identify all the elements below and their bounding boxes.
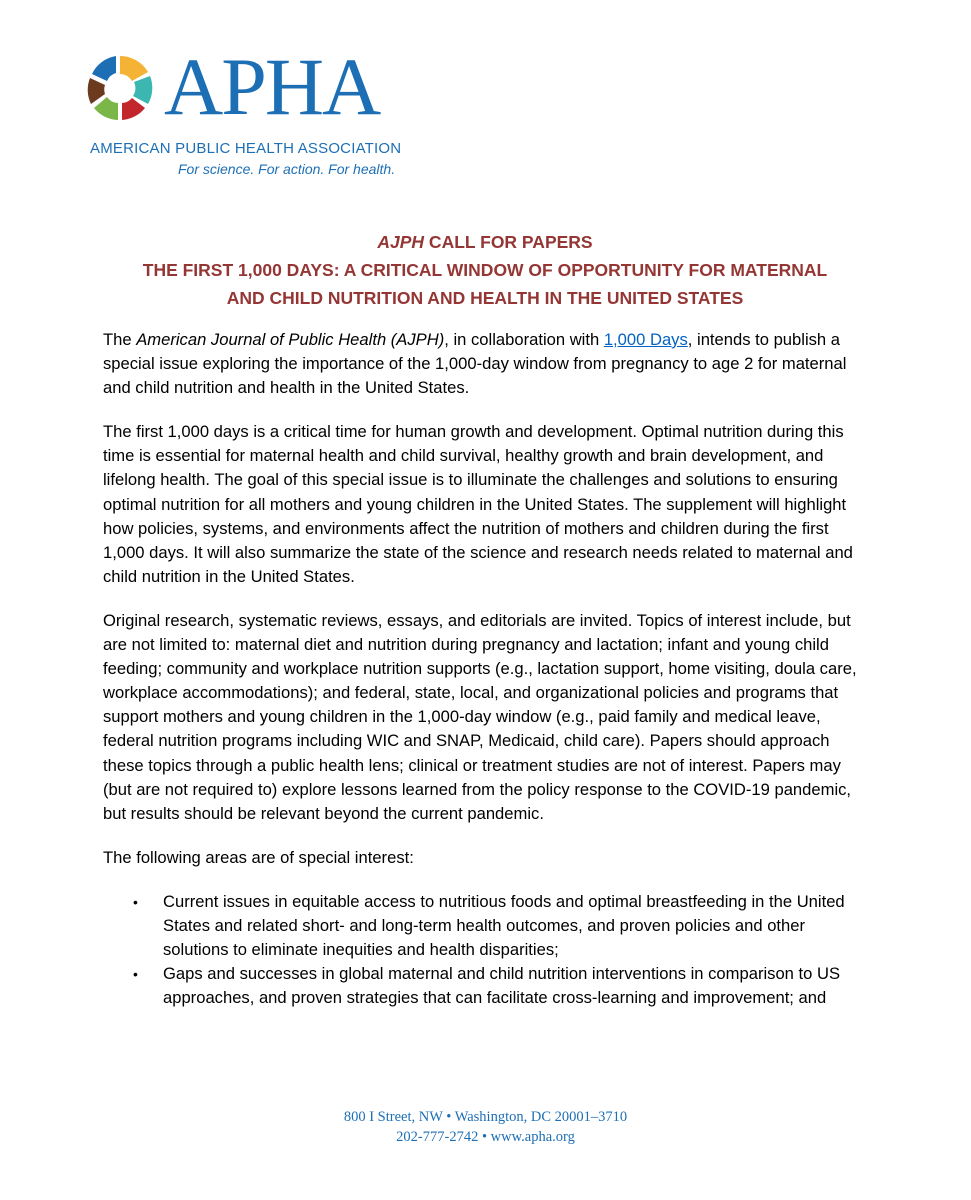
- title-line-3: AND CHILD NUTRITION AND HEALTH IN THE UNITED STATES: [226, 288, 744, 308]
- title-call-for-papers: CALL FOR PAPERS: [424, 232, 593, 252]
- title-line-2: THE FIRST 1,000 DAYS: A CRITICAL WINDOW OF OPPORTUNITY FOR MATERNAL: [142, 260, 828, 280]
- intro-post: , intends to publish a special issue exploring the importance of the 1,000-day window from pregnancy to age 2 for maternal and child nutrition and health in the United States.: [103, 330, 847, 398]
- footer-address: 800 I Street, NW • Washington, DC 20001–3710: [343, 1109, 628, 1125]
- title-journal-abbrev: AJPH: [377, 232, 425, 252]
- apha-logo: [84, 41, 404, 182]
- logo-segment-red: [122, 98, 145, 120]
- list-item-text: Current issues in equitable access to nutritious foods and optimal breastfeeding in the United States and related short- and long-term health outcomes, and proven policies and other solutions to eliminate inequities and health disparities;: [163, 891, 845, 960]
- special-interest-list: [103, 890, 873, 1010]
- background-paragraph: The first 1,000 days is a critical time for human growth and development. Optimal nutrition during this time is essential for maternal health and child survival, healthy growth and brain development, and lifelong health. The goal of this special issue is to illuminate the challenges and solutions to ensuring optimal nutrition for all mothers and young children in the United States. The supplement will highlight how policies, systems, and environments affect the nutrition of mothers and children during the first 1,000 days. It will also summarize the state of the science and research needs related to maternal and child nutrition in the United States.: [103, 422, 853, 586]
- bullet-icon: •: [133, 966, 138, 983]
- bullet-icon: •: [133, 893, 138, 910]
- special-interest-heading: The following areas are of special interest:: [103, 847, 414, 867]
- intro-paragraph: [103, 328, 873, 400]
- list-item: [103, 890, 873, 962]
- title-line-1: [90, 228, 880, 256]
- logo-segment-green: [94, 97, 118, 120]
- footer-contact: 202-777-2742 • www.apha.org: [396, 1129, 575, 1145]
- logo-segment-teal: [133, 76, 152, 104]
- 1000-days-link[interactable]: 1,000 Days: [603, 330, 688, 349]
- logo-wordmark: APHA: [164, 41, 380, 132]
- list-item: [103, 962, 873, 1010]
- logo-segment-brown: [88, 78, 105, 104]
- apha-pinwheel-logo-icon: [84, 52, 156, 124]
- organization-tagline: For science. For action. For health.: [178, 161, 396, 177]
- logo-segment-yellow: [120, 56, 148, 81]
- intro-mid: , in collaboration with: [444, 330, 604, 349]
- list-item-text: Gaps and successes in global maternal and child nutrition interventions in comparison to US approaches, and proven strategies that can facilitate cross-learning and improvement; and: [163, 964, 841, 1008]
- topics-paragraph: Original research, systematic reviews, essays, and editorials are invited. Topics of interest include, but are not limited to: maternal diet and nutrition during pregnancy and lactation; infant and young child feeding; community and workplace nutrition supports (e.g., lactation support, home visiting, doula care, workplace accommodations); and federal, state, local, and organizational policies and programs that support mothers and young children in the 1,000-day window (e.g., paid family and medical leave, federal nutrition programs including WIC and SNAP, Medicaid, child care). Papers should approach these topics through a public health lens; clinical or treatment studies are not of interest. Papers may (but are not required to) explore lessons learned from the policy response to the COVID-19 pandemic, but results should be relevant beyond the current pandemic.: [103, 610, 857, 823]
- intro-pre: The: [103, 330, 137, 349]
- document-title: [90, 228, 880, 312]
- journal-name: American Journal of Public Health (AJPH): [136, 330, 445, 349]
- organization-name: AMERICAN PUBLIC HEALTH ASSOCIATION: [90, 140, 402, 157]
- page-footer: [0, 1107, 971, 1147]
- document-body: [103, 328, 873, 1010]
- logo-segment-blue: [92, 56, 116, 81]
